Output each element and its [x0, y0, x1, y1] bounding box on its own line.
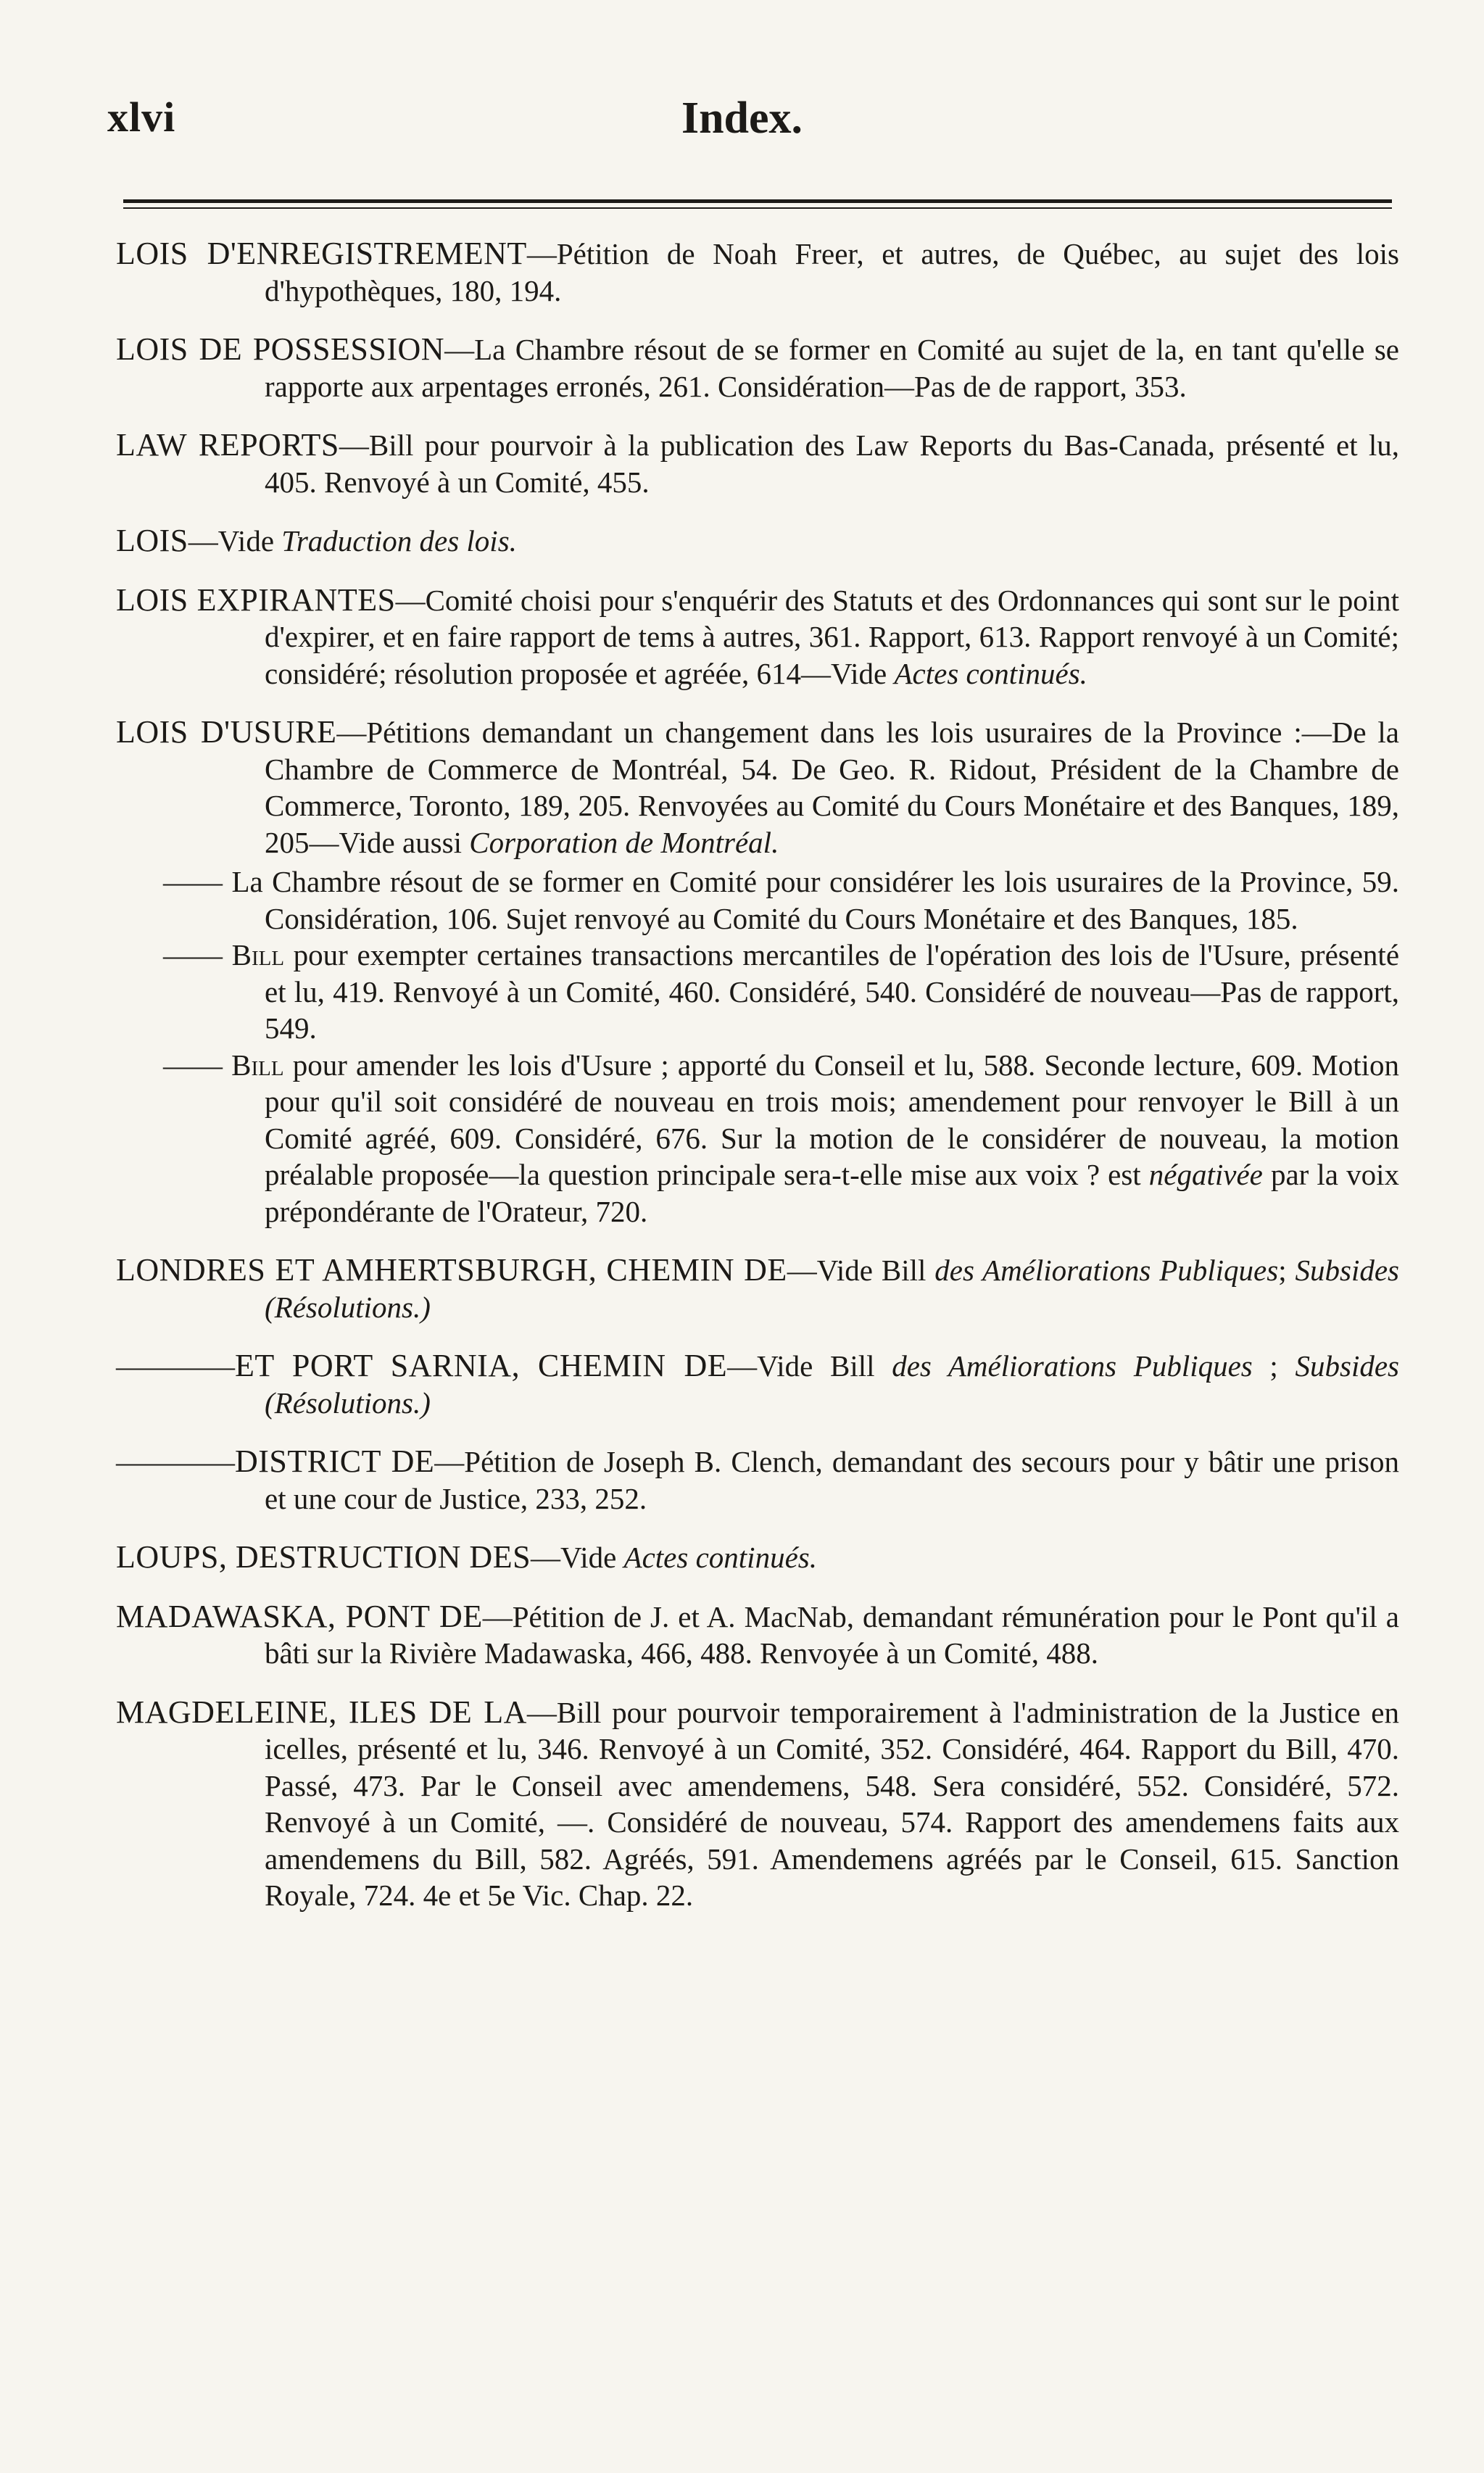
index-entry [116, 582, 1399, 692]
index-subentry [116, 937, 1399, 1047]
header-rule-thin [123, 207, 1392, 209]
subentry-text: La Chambre résout de se former en Comité pour considérer les lois usuraires de la Province, 59. Considération, 106. Sujet renvoyé au Comité du Cours Monétaire et des Banques, 185. [231, 865, 1400, 935]
entry-heading: ET PORT SARNIA, CHEMIN DE [235, 1348, 728, 1383]
index-entry [116, 1599, 1399, 1672]
index-entry [116, 1694, 1399, 1914]
entry-heading: LOUPS, DESTRUCTION DES [116, 1539, 531, 1575]
index-subentry [116, 1047, 1399, 1230]
entry-text: —Bill pour pourvoir à la publication des Law Reports du Bas-Canada, présenté et lu, 405. Renvoyé à un Comité, 455. [265, 428, 1399, 499]
entry-text: —La Chambre résout de se former en Comité au sujet de la, en tant qu'elle se rapporte aux arpentages erronés, 261. Considération—Pas de de rapport, 353. [265, 333, 1400, 403]
subentry-bill-label: Bill [231, 938, 285, 972]
entry-repeat-dash: ———— [116, 1349, 235, 1383]
entry-separator: ; [1252, 1349, 1296, 1383]
index-entry [116, 1443, 1399, 1517]
entry-text: —Pétition de J. et A. MacNab, demandant rémunération pour le Pont qu'il a bâti sur la Rivière Madawaska, 466, 488. Renvoyée à un Comité, 488. [265, 1599, 1399, 1670]
entry-heading: LOIS [116, 523, 188, 558]
index-entry [116, 1252, 1399, 1325]
index-entry [116, 236, 1399, 309]
subentry-dash: —— [163, 938, 223, 972]
entry-cross-reference: des Améliorations Publiques [934, 1254, 1279, 1287]
header-rule-thick [123, 199, 1392, 203]
index-entries [116, 236, 1399, 1936]
subentry-text: pour exempter certaines transactions mercantiles de l'opération des lois de l'Usure, présenté et lu, 419. Renvoyé à un Comité, 460. Considéré, 540. Considéré de nouveau—Pas de rapport, 549. [265, 938, 1400, 1045]
entry-cross-reference: Actes continués. [623, 1541, 817, 1574]
entry-separator: ; [1278, 1254, 1296, 1287]
subentry-bill-label: Bill [231, 1048, 284, 1082]
entry-repeat-dash: ———— [116, 1445, 235, 1478]
entry-heading: MAGDELEINE, ILES DE LA [116, 1694, 527, 1730]
subentry-dash: —— [163, 865, 223, 898]
entry-heading: LONDRES ET AMHERTSBURGH, CHEMIN DE [116, 1252, 787, 1288]
entry-cross-reference-2: Subsides (Résolutions.) [265, 1254, 1399, 1324]
index-entry [116, 1348, 1399, 1421]
entry-heading: MADAWASKA, PONT DE [116, 1598, 483, 1634]
entry-text: —Vide Bill [787, 1254, 935, 1287]
entry-text: —Comité choisi pour s'enquérir des Statuts et des Ordonnances qui sont sur le point d'expirer, et en faire rapport de tems à autres, 361. Rapport, 613. Rapport renvoyé à un Comité; considéré; résolution proposée et agréée, 614—Vide [265, 583, 1399, 690]
entry-cross-reference: des Améliorations Publiques [892, 1349, 1253, 1383]
entry-heading: LAW REPORTS [116, 427, 339, 463]
entry-cross-reference: Corporation de Montréal. [469, 825, 779, 859]
entry-heading: LOIS D'ENREGISTREMENT [116, 236, 527, 271]
index-entry [116, 714, 1399, 861]
index-entry [116, 331, 1399, 405]
entry-text: —Vide [188, 524, 282, 558]
subentry-dash: —— [163, 1048, 223, 1082]
index-subentry [116, 863, 1399, 937]
page-number: xlvi [107, 94, 176, 141]
entry-heading: LOIS DE POSSESSION [116, 331, 445, 367]
entry-text: —Pétitions demandant un changement dans les lois usuraires de la Province :—De la Chambre de Commerce de Montréal, 54. De Geo. R. Ridout, Président de la Chambre de Commerce, Toronto, 189, 205. Renvoyées au Comité du Cours Monétaire et des Banques, 189, 205—Vide aussi [265, 716, 1399, 859]
running-head-title: Index. [681, 94, 803, 143]
entry-text: —Pétition de Noah Freer, et autres, de Québec, au sujet des lois d'hypothèques, 180, 194. [265, 237, 1399, 307]
index-entry [116, 523, 1399, 560]
subentry-text: pour amender les lois d'Usure ; apporté du Conseil et lu, 588. Seconde lecture, 609. Motion pour qu'il soit considéré de nouveau en trois mois; amendement pour renvoyer le Bill à un Comité agréé, 609. Considéré, 676. Sur la motion de le considérer de nouveau, la motion préalable proposée—la question principale sera-t-elle mise aux voix ? est [265, 1048, 1400, 1191]
entry-cross-reference: Traduction des lois. [281, 524, 517, 558]
subentry-text-tail: par la voix prépondérante de l'Orateur, 720. [265, 1158, 1399, 1228]
index-entry [116, 427, 1399, 500]
entry-heading: DISTRICT DE [235, 1443, 435, 1479]
index-entry [116, 1539, 1399, 1576]
entry-cross-reference: Actes continués. [894, 656, 1087, 690]
entry-cross-reference-2: Subsides (Résolutions.) [265, 1349, 1399, 1420]
entry-text: —Pétition de Joseph B. Clench, demandant des secours pour y bâtir une prison et une cour de Justice, 233, 252. [265, 1445, 1400, 1515]
entry-text: —Vide [531, 1541, 624, 1574]
subentry-italic-term: négativée [1148, 1158, 1263, 1191]
entry-text: —Bill pour pourvoir temporairement à l'administration de la Justice en icelles, présenté et lu, 346. Renvoyé à un Comité, 352. Considéré, 464. Rapport du Bill, 470. Passé, 473. Par le Conseil avec amendemens, 548. Sera considéré, 552. Considéré, 572. Renvoyé à un Comité, —. Considéré de nouveau, 574. Rapport des amendemens faits aux amendemens du Bill, 582. Agréés, 591. Amendemens agréés par le Conseil, 615. Sanction Royale, 724. 4e et 5e Vic. Chap. 22. [265, 1695, 1399, 1912]
entry-heading: LOIS EXPIRANTES [116, 581, 396, 618]
entry-text: —Vide Bill [727, 1349, 892, 1383]
entry-heading: LOIS D'USURE [116, 714, 337, 750]
